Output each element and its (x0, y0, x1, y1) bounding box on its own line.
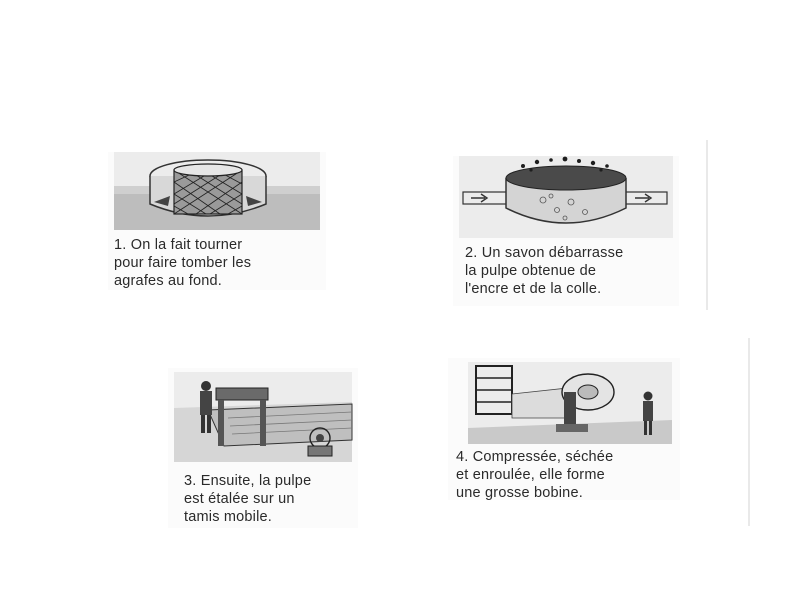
step-2-line-1: 2. Un savon débarrasse (465, 245, 624, 261)
step-3-line-2: est étalée sur un (184, 491, 295, 507)
step-1-line-1: 1. On la fait tourner (114, 237, 243, 253)
drum-sorter-illustration (108, 152, 326, 232)
step-2-line-3: l'encre et de la colle. (465, 281, 602, 297)
step-4-line-3: une grosse bobine. (456, 485, 583, 501)
step-4-caption (456, 448, 613, 502)
step-1-panel (108, 152, 326, 290)
step-4-line-1: 4. Compressée, séchée (456, 449, 614, 465)
step-1-caption (114, 236, 251, 290)
step-4-panel (448, 358, 680, 500)
flotation-tank-illustration (453, 156, 679, 240)
scan-edge-right-bottom (748, 338, 750, 526)
step-3-line-1: 3. Ensuite, la pulpe (184, 473, 312, 489)
paper-reel-illustration (448, 358, 680, 446)
scan-edge-right-top (706, 140, 708, 310)
step-3-line-3: tamis mobile. (184, 509, 273, 525)
step-3-caption (184, 472, 311, 526)
step-2-panel (453, 156, 679, 306)
step-3-panel (168, 368, 358, 528)
step-2-caption (465, 244, 623, 298)
step-4-line-2: et enroulée, elle forme (456, 467, 605, 483)
step-1-line-2: pour faire tomber les (114, 255, 252, 271)
step-1-line-3: agrafes au fond. (114, 273, 222, 289)
moving-sieve-illustration (168, 368, 358, 464)
step-2-line-2: la pulpe obtenue de (465, 263, 597, 279)
